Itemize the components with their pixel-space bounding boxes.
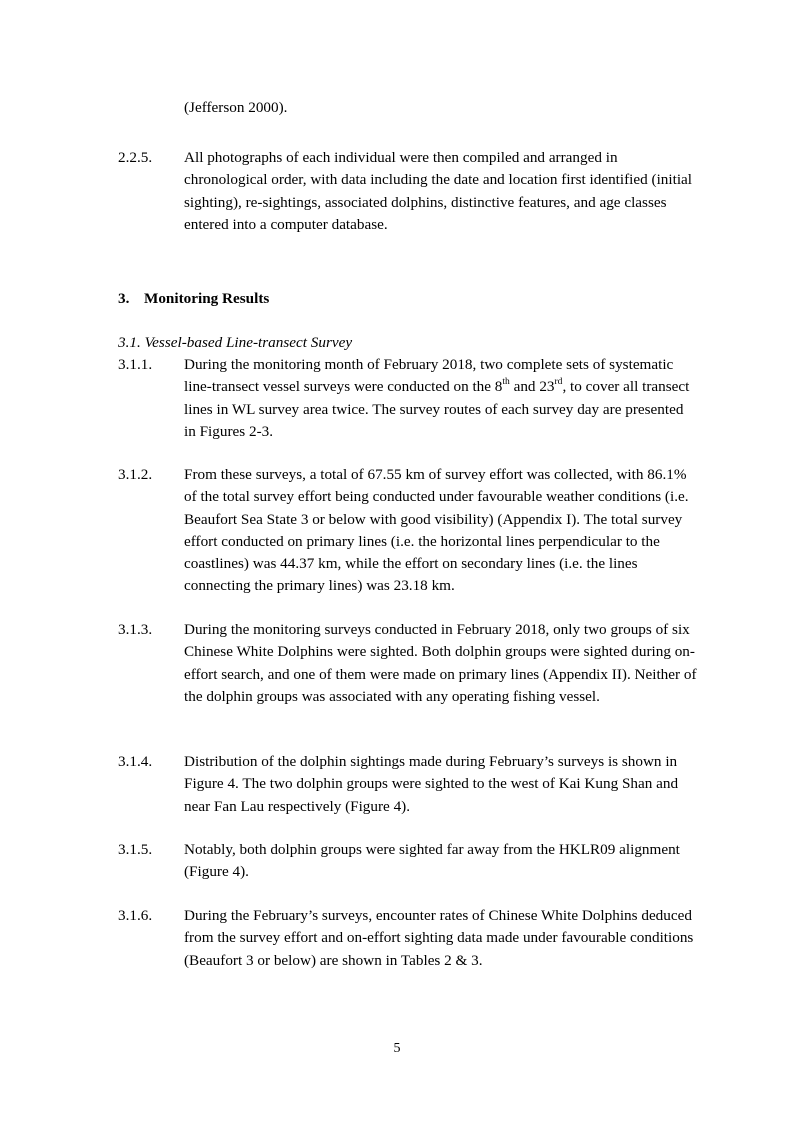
paragraph-text: Notably, both dolphin groups were sighted far away from the HKLR09 alignment (Figure 4). [184,841,680,881]
paragraph-3-1-5 [118,839,698,884]
text-run: During the monitoring month of February 2018, two complete sets of systematic line-transect vessel surveys were conducted on the 8 [184,356,674,396]
paragraph-text: From these surveys, a total of 67.55 km of survey effort was collected, with 86.1% of the total survey effort being conducted under favourable weather conditions (i.e. Beaufort Sea State 3 or below with good visibility) (Appendix I). The total survey effort conducted on primary lines (i.e. the horizontal lines perpendicular to the coastlines) was 44.37 km, while the effort on secondary lines (i.e. the lines connecting the primary lines) was 23.18 km. [184,466,689,595]
paragraph-3-1-1 [118,354,698,443]
paragraph-3-1-4 [118,751,698,818]
superscript: rd [554,377,563,388]
subsection-heading: 3.1. Vessel-based Line-transect Survey [118,334,353,351]
paragraph-number: 3.1.4. [118,753,153,770]
continuation-text: (Jefferson 2000). [184,99,288,116]
paragraph-3-1-3 [118,619,698,708]
section-number: 3. [118,290,130,307]
paragraph-number: 3.1.5. [118,841,153,858]
paragraph-text: During the monitoring surveys conducted in February 2018, only two groups of six Chinese White Dolphins were sighted. Both dolphin groups were sighted during on-effort search, and one of them were made on primary lines (Appendix II). Neither of the dolphin groups was associated with any operating fishing vessel. [184,621,697,705]
superscript: th [502,377,510,388]
paragraph-text: During the February’s surveys, encounter rates of Chinese White Dolphins deduced from the survey effort and on-effort sighting data made under favourable conditions (Beaufort 3 or below) are shown in Tables 2 & 3. [184,907,694,969]
paragraph-text: All photographs of each individual were then compiled and arranged in chronological order, with data including the date and location first identified (initial sighting), re-sightings, associated dolphins, distinctive features, and age classes entered into a computer database. [184,149,693,233]
paragraph-text: Distribution of the dolphin sightings made during February’s surveys is shown in Figure 4. The two dolphin groups were sighted to the west of Kai Kung Shan and near Fan Lau respectively (Figure 4). [184,753,679,815]
section-title: Monitoring Results [144,290,270,307]
paragraph-number: 3.1.6. [118,907,153,924]
paragraph-number: 3.1.2. [118,466,153,483]
paragraph-2-2-5 [118,147,698,236]
paragraph-number: 2.2.5. [118,149,153,166]
paragraph-number: 3.1.1. [118,356,153,373]
text-run: , to cover all transect lines in WL survey area twice. The survey routes of each survey day are presented in Figures 2-3. [184,378,690,440]
paragraph-3-1-6 [118,905,698,972]
text-run: and 23 [509,378,555,396]
section-heading [118,288,269,310]
page-number: 5 [393,1041,401,1056]
paragraph-number: 3.1.3. [118,621,153,638]
paragraph-text [184,354,698,443]
paragraph-3-1-2 [118,464,698,598]
